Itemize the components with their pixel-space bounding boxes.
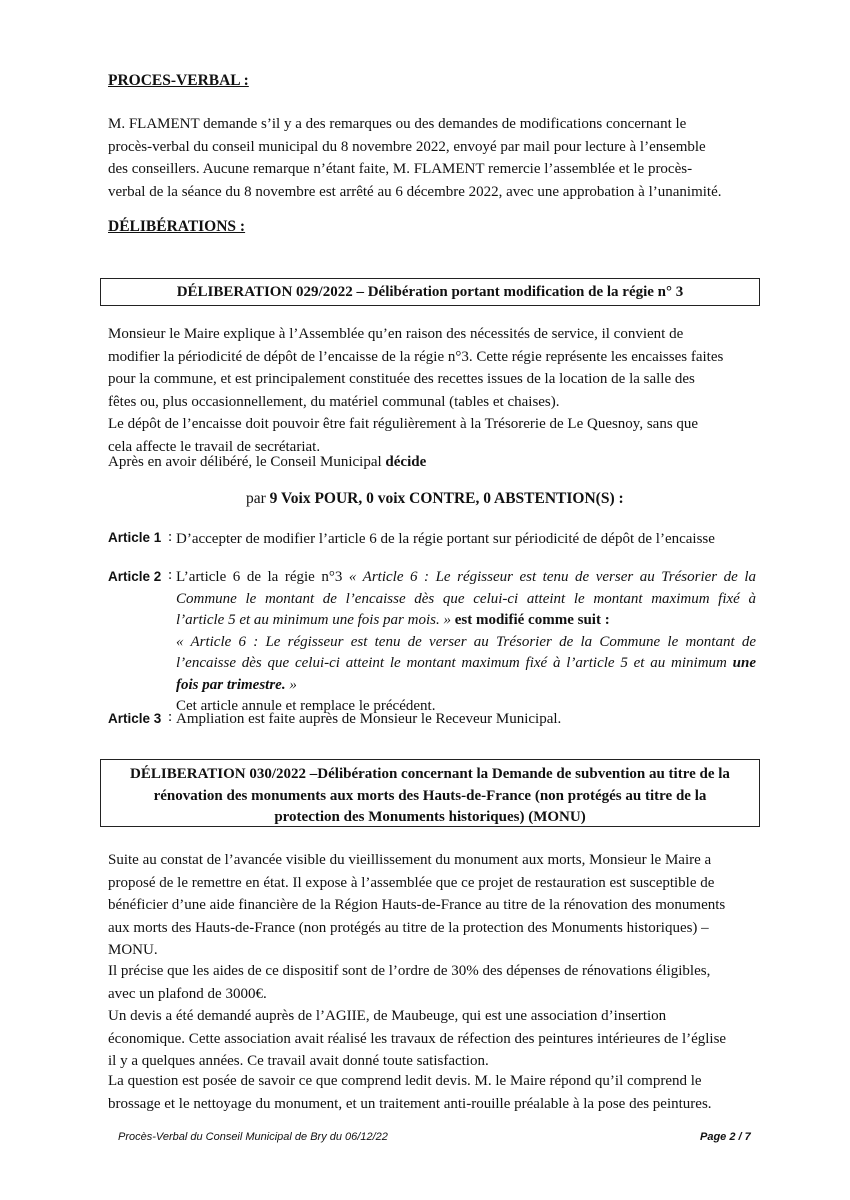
article-3-colon: : <box>168 709 173 725</box>
intro-line: cela affecte le travail de secrétariat. <box>108 438 321 455</box>
pv-line: procès-verbal du conseil municipal du 8 novembre 2022, envoyé par mail pour lecture à l’ensemble <box>108 138 706 155</box>
deliberation-030-title-line: rénovation des monuments aux morts des Hauts-de-France (non protégés au titre de la <box>153 787 707 804</box>
p1-line: bénéficier d’une aide financière de la Région Hauts-de-France au titre de la rénovation des monuments <box>108 897 726 913</box>
p2-line: Un devis a été demandé auprès de l’AGIIE, de Maubeuge, qui est une association d’insertion <box>108 1008 667 1024</box>
article-2-l3-italic: l’article 5 et au minimum une fois par mois. » <box>176 612 455 628</box>
decision-prefix: Après en avoir délibéré, le Conseil Municipal <box>108 454 386 470</box>
article-2-l1-italic: « Article 6 : Le régisseur est tenu de verser au Trésorier de la <box>348 569 756 585</box>
deliberation-029-title-box <box>100 278 760 306</box>
intro-line: fêtes ou, plus occasionnellement, du matériel communal (tables et chaises). <box>108 393 560 410</box>
article-3-text: Ampliation est faite auprès de Monsieur le Receveur Municipal. <box>176 711 562 727</box>
p2-line: économique. Cette association avait réalisé les travaux de réfection des peintures intérieures de l’église <box>108 1030 727 1047</box>
article-2-label: Article 2 <box>108 569 162 584</box>
article-2-colon: : <box>168 567 173 583</box>
p1-line: MONU. <box>108 942 158 958</box>
intro-line: Le dépôt de l’encaisse doit pouvoir être fait régulièrement à la Trésorerie de Le Quesnoy, sans que <box>108 416 699 432</box>
deliberation-029-title: DÉLIBERATION 029/2022 – Délibération portant modification de la régie n° 3 <box>176 284 684 300</box>
intro-line: pour la commune, et est principalement constituée des recettes issues de la location de la salle des <box>108 371 695 387</box>
p1-line: Suite au constat de l’avancée visible du vieillissement du monument aux morts, Monsieur le Maire a <box>108 852 712 868</box>
deliberation-030-title-line: DÉLIBERATION 030/2022 –Délibération concernant la Demande de subvention au titre de la <box>130 766 730 782</box>
article-2-text <box>176 567 756 718</box>
pv-line: M. FLAMENT demande s’il y a des remarques ou des demandes de modifications concernant le <box>108 116 687 132</box>
vote-result <box>246 490 624 508</box>
p3-line: La question est posée de savoir ce que comprend ledit devis. M. le Maire répond qu’il comprend le <box>108 1073 702 1089</box>
p2-line: Il précise que les aides de ce dispositif sont de l’ordre de 30% des dépenses de rénovations éligibles, <box>108 963 711 979</box>
decision-line <box>108 454 426 471</box>
pv-line: verbal de la séance du 8 novembre est arrêté au 6 décembre 2022, avec une approbation à l’unanimité. <box>108 183 722 200</box>
article-2-l2: Commune le montant de l’encaisse dès que celui-ci atteint le montant maximum fixé à <box>176 590 756 607</box>
footer-title: Procès-Verbal du Conseil Municipal de Bry du 06/12/22 <box>118 1131 388 1143</box>
p1-line: aux morts des Hauts-de-France (non protégés au titre de la protection des Monuments historiques) – <box>108 919 709 936</box>
article-1-label: Article 1 <box>108 530 162 545</box>
pv-heading: PROCES-VERBAL : <box>108 72 249 89</box>
article-2-l5-bold: une <box>732 655 756 671</box>
page-number: Page 2 / 7 <box>700 1131 751 1143</box>
decision-word: décide <box>385 454 427 470</box>
vote-counts: 9 Voix POUR, 0 voix CONTRE, 0 ABSTENTION(S) : <box>269 490 624 507</box>
article-2-l5-italic: l’encaisse dès que celui-ci atteint le montant maximum fixé à l’article 5 et au minimum <box>176 655 733 671</box>
p3-line: brossage et le nettoyage du monument, et un traitement anti-rouille préalable à la pose des peintures. <box>108 1095 712 1112</box>
article-2-l6-italic: » <box>285 676 297 693</box>
article-2-l4: « Article 6 : Le régisseur est tenu de verser au Trésorier de la Commune le montant de <box>176 633 756 650</box>
article-1-text: D’accepter de modifier l’article 6 de la régie portant sur périodicité de dépôt de l’encaisse <box>176 531 715 547</box>
p1-line: proposé de le remettre en état. Il expose à l’assemblée que ce projet de restauration est susceptible de <box>108 874 715 891</box>
article-3-label: Article 3 <box>108 711 162 726</box>
p2-line: avec un plafond de 3000€. <box>108 985 267 1002</box>
deliberation-030-title-line: protection des Monuments historiques) (MONU) <box>274 809 586 825</box>
deliberation-030-paragraph-3 <box>108 1070 758 1115</box>
p2-line: il y a quelques années. Ce travail avait donné toute satisfaction. <box>108 1053 489 1069</box>
intro-line: Monsieur le Maire explique à l’Assemblée qu’en raison des nécessités de service, il convient de <box>108 326 684 342</box>
deliberation-030-paragraph-2 <box>108 960 758 1073</box>
deliberation-030-paragraph-1 <box>108 849 758 962</box>
pv-paragraph <box>108 113 758 203</box>
article-2-l7: Cet article annule et remplace le précédent. <box>176 698 436 714</box>
intro-line: modifier la périodicité de dépôt de l’encaisse de la régie n°3. Cette régie représente les encaisses faites <box>108 348 724 365</box>
vote-par: par <box>246 490 270 507</box>
article-2-l3-bold: est modifié comme suit : <box>454 612 610 628</box>
article-1-colon: : <box>168 529 173 545</box>
article-2-l1-normal: L’article 6 de la régie n°3 <box>176 569 349 585</box>
deliberation-029-intro <box>108 323 758 458</box>
deliberation-030-title-box <box>100 759 760 827</box>
pv-line: des conseillers. Aucune remarque n’étant faite, M. FLAMENT remercie l’assemblée et le procès- <box>108 161 693 177</box>
deliberations-heading: DÉLIBÉRATIONS : <box>108 218 246 235</box>
article-2-l6-bold: fois par trimestre. <box>176 676 286 693</box>
